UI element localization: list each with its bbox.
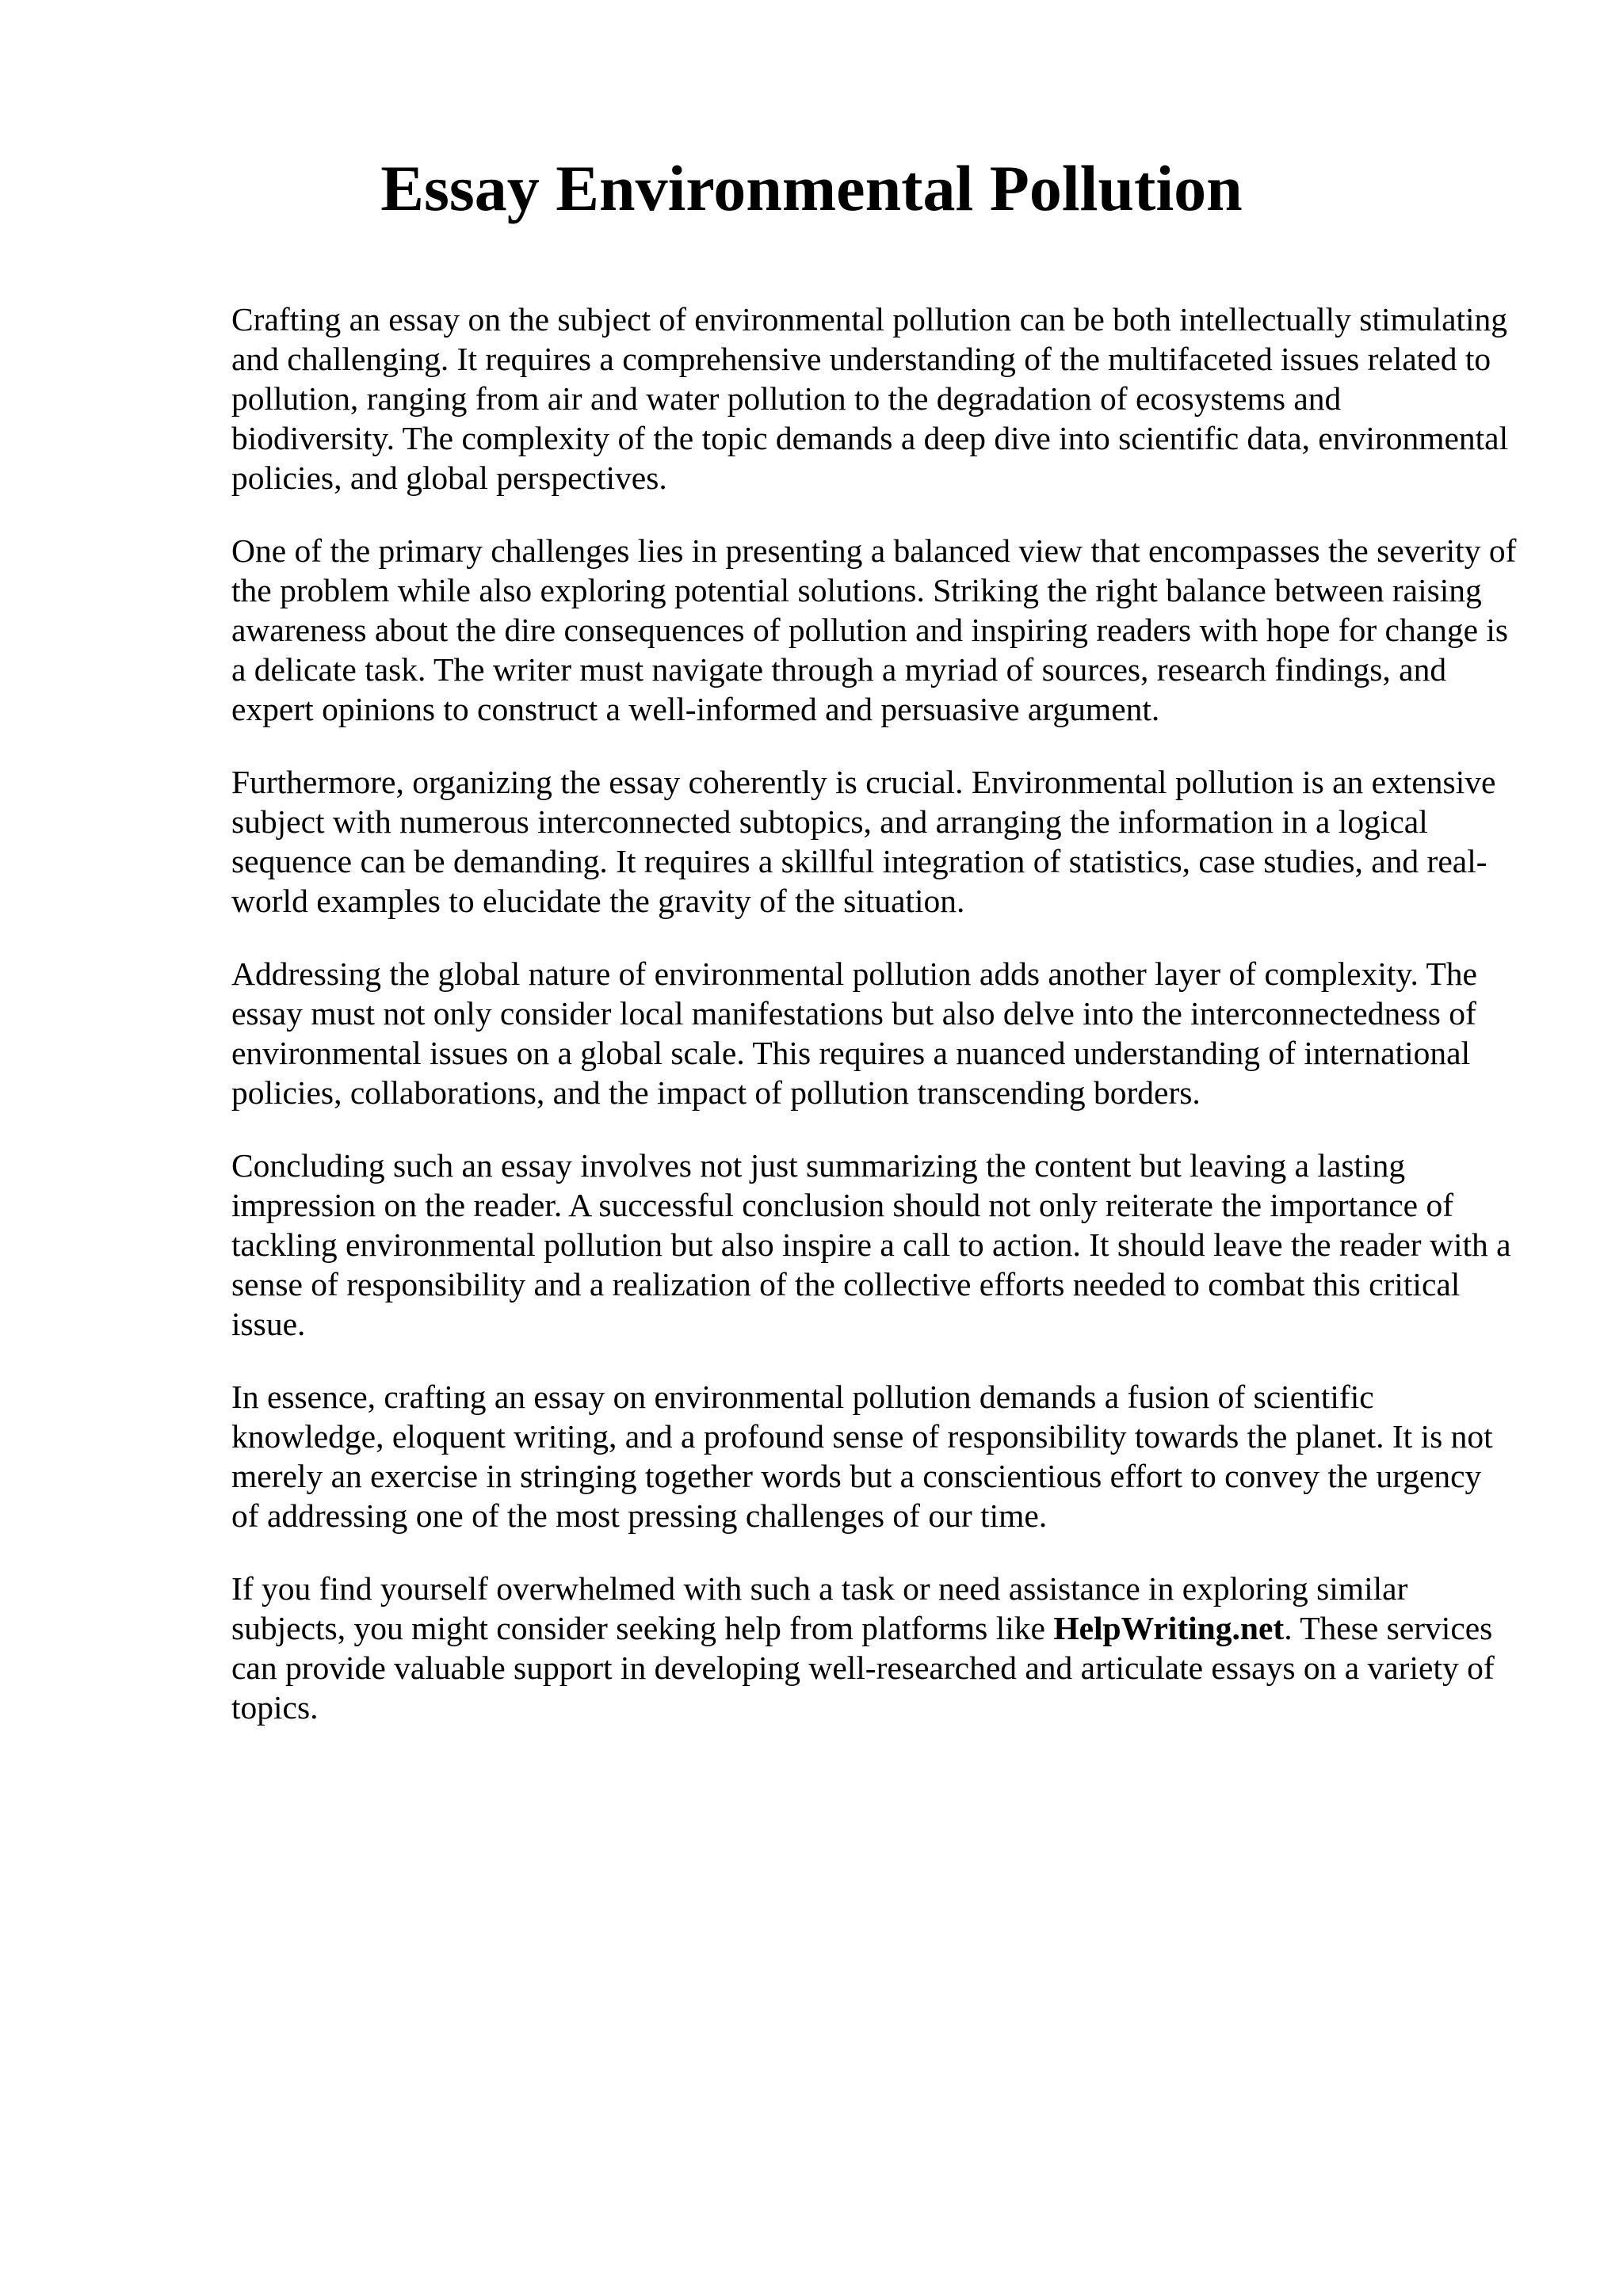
text-line: policies, and global perspectives. [231,460,667,496]
paragraph-help [231,1569,1531,1727]
text-line: biodiversity. The complexity of the topic demands a deep dive into scientific data, environmental [231,420,1509,456]
essay-body [231,299,1531,1760]
text-line: Concluding such an essay involves not just summarizing the content but leaving a lasting [231,1147,1406,1184]
text-line: subject with numerous interconnected subtopics, and arranging the information in a logical [231,803,1428,840]
text-line: awareness about the dire consequences of pollution and inspiring readers with hope for change is [231,612,1509,648]
paragraph-challenges [231,531,1531,729]
text-line: One of the primary challenges lies in presenting a balanced view that encompasses the severity of [231,532,1517,569]
text-line: and challenging. It requires a comprehensive understanding of the multifaceted issues related to [231,341,1491,377]
text-segment: . These services [1284,1610,1493,1646]
text-line: policies, collaborations, and the impact of pollution transcending borders. [231,1074,1201,1111]
text-segment: subjects, you might consider seeking help from platforms like [231,1610,1054,1646]
helpwriting-link[interactable]: HelpWriting.net [1053,1610,1285,1646]
text-line: merely an exercise in stringing together words but a conscientious effort to convey the urgency [231,1458,1482,1494]
text-line: issue. [231,1306,306,1342]
page-title: Essay Environmental Pollution [380,152,1243,224]
paragraph-global [231,954,1531,1112]
text-line: If you find yourself overwhelmed with such a task or need assistance in exploring similar [231,1570,1408,1607]
paragraph-organization [231,762,1531,921]
paragraph-essence [231,1377,1531,1535]
text-line: essay must not only consider local manifestations but also delve into the interconnectedness of [231,995,1476,1032]
text-line: environmental issues on a global scale. This requires a nuanced understanding of international [231,1035,1471,1071]
text-line: world examples to elucidate the gravity of the situation. [231,883,965,919]
text-line: tackling environmental pollution but also inspire a call to action. It should leave the reader with a [231,1226,1511,1263]
text-line: sequence can be demanding. It requires a skillful integration of statistics, case studies, and real- [231,843,1487,879]
text-line: Crafting an essay on the subject of environmental pollution can be both intellectually stimulating [231,301,1508,338]
text-line-with-link [231,1608,1531,1648]
text-line: a delicate task. The writer must navigate through a myriad of sources, research findings, and [231,651,1447,688]
text-line: impression on the reader. A successful conclusion should not only reiterate the importance of [231,1187,1454,1223]
text-line: of addressing one of the most pressing challenges of our time. [231,1497,1048,1534]
text-line: knowledge, eloquent writing, and a profound sense of responsibility towards the planet. It is not [231,1418,1493,1455]
text-line: In essence, crafting an essay on environmental pollution demands a fusion of scientific [231,1379,1374,1415]
paragraph-conclusion [231,1146,1531,1344]
paragraph-intro [231,299,1531,498]
text-line: the problem while also exploring potential solutions. Striking the right balance between raising [231,572,1482,608]
text-line: Addressing the global nature of environmental pollution adds another layer of complexity. The [231,955,1477,992]
text-line: expert opinions to construct a well-informed and persuasive argument. [231,691,1160,727]
text-line: can provide valuable support in developing well-researched and articulate essays on a variety of [231,1650,1495,1686]
text-line: sense of responsibility and a realization of the collective efforts needed to combat this critical [231,1266,1461,1302]
text-line: topics. [231,1689,319,1726]
text-line: Furthermore, organizing the essay coherently is crucial. Environmental pollution is an extensive [231,764,1496,800]
text-line: pollution, ranging from air and water pollution to the degradation of ecosystems and [231,380,1342,417]
